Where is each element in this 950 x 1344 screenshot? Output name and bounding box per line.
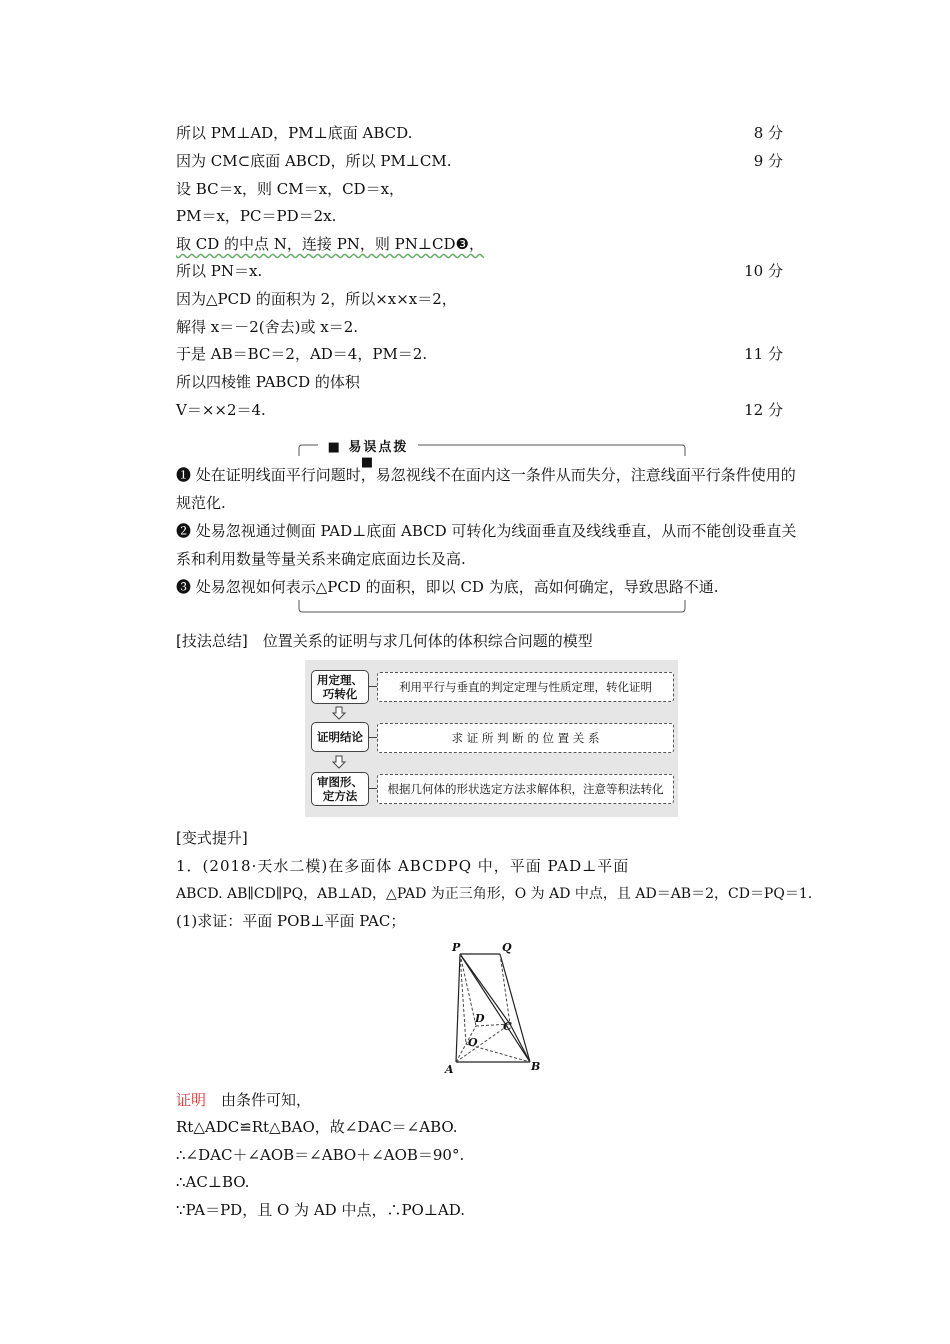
edge-CB <box>510 1024 530 1062</box>
score-label: 10 分 <box>744 262 783 280</box>
solution-line: 取 CD 的中点 N，连接 PN，则 PN⊥CD❸， <box>176 235 484 253</box>
tips-title: ■ 易误点拨 ■ <box>318 436 418 470</box>
score-label: 9 分 <box>753 152 783 170</box>
label-Q: Q <box>502 941 512 954</box>
score-label: 8 分 <box>753 124 783 142</box>
label-B: B <box>531 1060 541 1073</box>
label-C: C <box>503 1020 512 1033</box>
problem-line-1: 1．(2018·天水二模)在多面体 ABCDPQ 中，平面 PAD⊥平面 <box>176 857 630 875</box>
problem-part-1: (1)求证：平面 POB⊥平面 PAC； <box>176 912 406 930</box>
proof-intro: 证明 由条件可知， <box>176 1091 312 1109</box>
proof-label: 证明 <box>176 1091 207 1109</box>
solution-line: 所以 PN＝x. <box>176 262 263 280</box>
down-arrow-icon <box>332 755 346 769</box>
problem-line-2: ABCD. AB∥CD∥PQ，AB⊥AD，△PAD 为正三角形，O 为 AD 中点，且 AD＝AB＝2，CD＝PQ＝1. <box>176 886 813 902</box>
tip-item-2: ❷ 处易忽视通过侧面 PAD⊥底面 ABCD 可转化为线面垂直及线线垂直，从而不能创设垂直关系和利用数量等量关系来确定底面边长及高. <box>176 522 797 568</box>
edge-PA <box>456 954 460 1062</box>
tip-item-1: ❶ 处在证明线面平行问题时，易忽视线不在面内这一条件从而失分，注意线面平行条件使用的规范化. <box>176 466 796 512</box>
flow-connector <box>368 686 377 687</box>
proof-line: Rt△ADC≌Rt△BAO，故∠DAC＝∠ABO. <box>176 1118 458 1136</box>
edge-QC <box>500 954 510 1024</box>
flow-connector <box>368 788 377 789</box>
solution-line: PM＝x，PC＝PD＝2x. <box>176 207 337 225</box>
polyhedron-figure <box>440 938 550 1078</box>
solution-line: 所以四棱锥 PABCD 的体积 <box>176 373 360 391</box>
solution-line: V＝××2＝4. <box>176 401 266 419</box>
score-label: 11 分 <box>744 345 783 363</box>
flow-step-1-label: 用定理、巧转化 <box>311 670 369 704</box>
flow-step-3-label: 审图形、定方法 <box>311 772 369 806</box>
solution-line: 因为 CM⊂底面 ABCD，所以 PM⊥CM. <box>176 152 452 170</box>
label-D: D <box>475 1012 485 1025</box>
proof-line: ∵PA＝PD，且 O 为 AD 中点，∴PO⊥AD. <box>176 1201 466 1219</box>
proof-line: ∴AC⊥BO. <box>176 1173 250 1191</box>
edge-PO <box>460 954 466 1044</box>
variant-heading: [变式提升] <box>176 829 248 847</box>
solution-line: 于是 AB＝BC＝2，AD＝4，PM＝2. <box>176 345 428 363</box>
solution-line: 设 BC＝x，则 CM＝x，CD＝x， <box>176 180 405 198</box>
solution-line: 因为△PCD 的面积为 2，所以×x×x＝2， <box>176 290 457 308</box>
label-P: P <box>452 941 461 954</box>
solution-line: 所以 PM⊥AD，PM⊥底面 ABCD. <box>176 124 413 142</box>
score-label: 12 分 <box>744 401 783 419</box>
proof-line: ∴∠DAC＋∠AOB＝∠ABO＋∠AOB＝90°. <box>176 1146 465 1164</box>
edge-QB <box>500 954 530 1062</box>
edge-AC <box>456 1024 510 1062</box>
flow-step-2-desc: 求 证 所 判 断 的 位 置 关 系 <box>377 723 674 753</box>
flow-step-3-desc: 根据几何体的形状选定方法求解体积，注意等积法转化 <box>377 774 674 804</box>
label-O: O <box>468 1036 478 1049</box>
flow-step-1-desc: 利用平行与垂直的判定定理与性质定理，转化证明 <box>377 672 674 702</box>
label-A: A <box>445 1063 454 1076</box>
flow-step-2-label: 证明结论 <box>311 722 369 752</box>
tip-item-3: ❸ 处易忽视如何表示△PCD 的面积，即以 CD 为底，高如何确定，导致思路不通. <box>176 578 719 596</box>
solution-line: 解得 x＝－2(舍去)或 x＝2. <box>176 318 359 336</box>
summary-heading: [技法总结] 位置关系的证明与求几何体的体积综合问题的模型 <box>176 632 593 650</box>
flow-connector <box>368 737 377 738</box>
down-arrow-icon <box>332 706 346 720</box>
method-flowchart <box>305 660 678 817</box>
